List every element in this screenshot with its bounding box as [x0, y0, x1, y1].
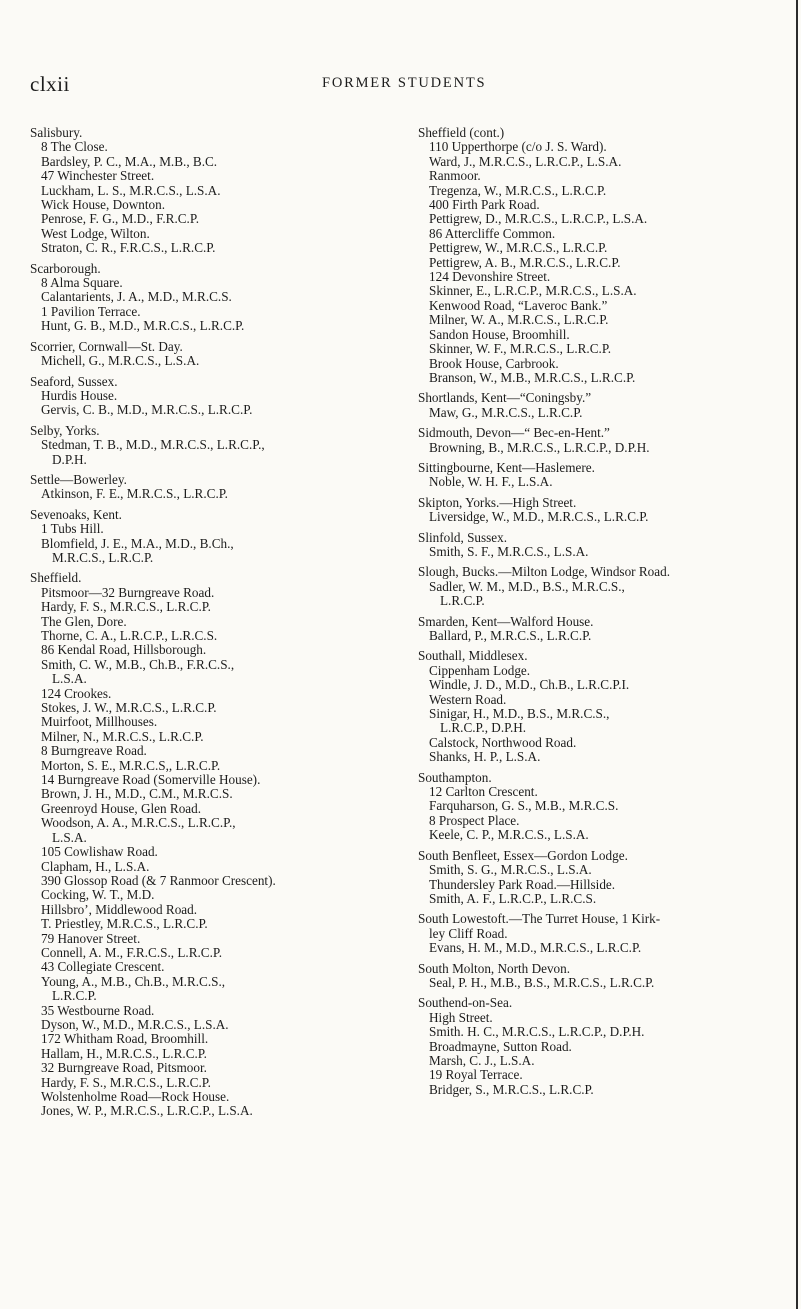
entry-line: Marsh, C. J., L.S.A.	[429, 1052, 535, 1068]
entry-line: Smith, C. W., M.B., Ch.B., F.R.C.S.,	[41, 656, 235, 672]
place-heading: Sheffield (cont.)	[418, 125, 505, 140]
entry-line: 12 Carlton Crescent.	[429, 784, 538, 800]
place-heading: Sittingbourne, Kent—Haslemere.	[418, 459, 595, 475]
entry-line: 400 Firth Park Road.	[429, 197, 540, 213]
entry-line: 14 Burngreave Road (Somerville House).	[41, 772, 261, 788]
entry-line: Milner, N., M.R.C.S., L.R.C.P.	[41, 728, 204, 744]
entry-line: High Street.	[429, 1009, 493, 1025]
entry-line: Liversidge, W., M.D., M.R.C.S., L.R.C.P.	[429, 509, 649, 525]
entry-line: Hardy, F. S., M.R.C.S., L.R.C.P.	[41, 599, 211, 615]
entry-line: 105 Cowlishaw Road.	[41, 844, 158, 860]
place-heading: Southall, Middlesex.	[418, 648, 528, 664]
entry-line: 8 Prospect Place.	[429, 812, 520, 828]
entry-line: Jones, W. P., M.R.C.S., L.R.C.P., L.S.A.	[41, 1103, 253, 1119]
place-heading: Slinfold, Sussex.	[418, 529, 508, 545]
entry-line: Wick House, Downton.	[41, 197, 165, 213]
entry-line: Shanks, H. P., L.S.A.	[429, 749, 541, 765]
entry-line: 8 Alma Square.	[41, 275, 123, 291]
entry-line: Stedman, T. B., M.D., M.R.C.S., L.R.C.P.,	[41, 437, 265, 453]
entry-line: Morton, S. E., M.R.C.S,, L.R.C.P.	[41, 757, 221, 773]
entry-line: Western Road.	[429, 691, 507, 707]
entry-line: 8 The Close.	[41, 139, 108, 155]
entry-line: Skinner, W. F., M.R.C.S., L.R.C.P.	[429, 341, 611, 357]
entry-line: Blomfield, J. E., M.A., M.D., B.Ch.,	[41, 535, 234, 551]
entry-line: Broadmayne, Sutton Road.	[429, 1038, 572, 1054]
place-heading: South Benfleet, Essex—Gordon Lodge.	[418, 847, 628, 863]
entry-line: Muirfoot, Millhouses.	[41, 714, 158, 730]
entry-line: 86 Kendal Road, Hillsborough.	[41, 642, 207, 658]
page-header	[0, 72, 801, 102]
entry-line: Pettigrew, A. B., M.R.C.S., L.R.C.P.	[429, 254, 621, 270]
place-heading: Seaford, Sussex.	[30, 373, 118, 389]
entry-line: Cippenham Lodge.	[429, 662, 531, 678]
entry-line: Luckham, L. S., M.R.C.S., L.S.A.	[41, 182, 221, 198]
entry-line: L.R.C.P.	[440, 593, 485, 609]
place-heading: Sidmouth, Devon—“ Bec-en-Hent.”	[418, 425, 610, 441]
entry-line: Kenwood Road, “Laveroc Bank.”	[429, 297, 608, 313]
entry-line: Sadler, W. M., M.D., B.S., M.R.C.S.,	[429, 578, 625, 594]
place-heading: Smarden, Kent—Walford House.	[418, 613, 594, 629]
entry-line: Milner, W. A., M.R.C.S., L.R.C.P.	[429, 312, 609, 328]
entry-line: 43 Collegiate Crescent.	[41, 959, 165, 975]
entry-line: Cocking, W. T., M.D.	[41, 887, 155, 903]
entry-line: Branson, W., M.B., M.R.C.S., L.R.C.P.	[429, 369, 636, 385]
entry-line: Bridger, S., M.R.C.S., L.R.C.P.	[429, 1081, 594, 1097]
entry-line: Bardsley, P. C., M.A., M.B., B.C.	[41, 153, 218, 169]
entry-line: Stokes, J. W., M.R.C.S., L.R.C.P.	[41, 700, 217, 716]
place-heading: Settle—Bowerley.	[30, 471, 127, 487]
place-heading: South Lowestoft.—The Turret House, 1 Kirk-	[418, 911, 661, 927]
place-heading: Shortlands, Kent—“Coningsby.”	[418, 390, 592, 406]
place-heading: Sevenoaks, Kent.	[30, 506, 122, 522]
entry-line: Sandon House, Broomhill.	[429, 326, 570, 342]
entry-line: Hallam, H., M.R.C.S., L.R.C.P.	[41, 1045, 207, 1061]
entry-line: Pettigrew, W., M.R.C.S., L.R.C.P.	[429, 240, 608, 256]
entry-line: 390 Glossop Road (& 7 Ranmoor Crescent).	[41, 872, 276, 888]
entry-line: The Glen, Dore.	[41, 613, 127, 629]
entry-line: L.R.C.P.	[52, 988, 97, 1004]
entry-line: 35 Westbourne Road.	[41, 1002, 155, 1018]
entry-line: Brown, J. H., M.D., C.M., M.R.C.S.	[41, 786, 233, 802]
place-heading: Skipton, Yorks.—High Street.	[418, 494, 577, 510]
entry-line: Penrose, F. G., M.D., F.R.C.P.	[41, 211, 199, 227]
entry-line: Farquharson, G. S., M.B., M.R.C.S.	[429, 798, 619, 814]
entry-line: 124 Crookes.	[41, 685, 112, 701]
entry-line: L.S.A.	[52, 671, 87, 687]
entry-line: Brook House, Carbrook.	[429, 355, 559, 371]
entry-line: Noble, W. H. F., L.S.A.	[429, 474, 553, 490]
entry-line: M.R.C.S., L.R.C.P.	[52, 549, 154, 565]
entry-line: Hillsbro’, Middlewood Road.	[41, 901, 198, 917]
entry-line: Michell, G., M.R.C.S., L.S.A.	[41, 353, 200, 369]
entry-line: Young, A., M.B., Ch.B., M.R.C.S.,	[41, 973, 226, 989]
entry-line: Atkinson, F. E., M.R.C.S., L.R.C.P.	[41, 486, 228, 502]
entry-line: Straton, C. R., F.R.C.S., L.R.C.P.	[41, 240, 216, 256]
entry-line: Calantarients, J. A., M.D., M.R.C.S.	[41, 289, 232, 305]
entry-line: 19 Royal Terrace.	[429, 1067, 523, 1083]
entry-line: Hurdis House.	[41, 387, 118, 403]
entry-line: Ranmoor.	[429, 168, 481, 184]
entry-line: Calstock, Northwood Road.	[429, 734, 577, 750]
entry-line: Smith. H. C., M.R.C.S., L.R.C.P., D.P.H.	[429, 1024, 645, 1040]
entry-line: Thorne, C. A., L.R.C.P., L.R.C.S.	[41, 628, 218, 643]
entry-line: 172 Whitham Road, Broomhill.	[41, 1031, 209, 1047]
entry-line: Woodson, A. A., M.R.C.S., L.R.C.P.,	[41, 815, 236, 831]
entry-line: Windle, J. D., M.D., Ch.B., L.R.C.P.I.	[429, 677, 630, 693]
place-heading: Scarborough.	[30, 260, 101, 276]
entry-line: L.S.A.	[52, 829, 87, 845]
entry-line: Ward, J., M.R.C.S., L.R.C.P., L.S.A.	[429, 153, 622, 169]
entry-line: Seal, P. H., M.B., B.S., M.R.C.S., L.R.C.P.	[429, 974, 655, 990]
place-heading: Scorrier, Cornwall—St. Day.	[30, 338, 183, 354]
entry-line: Hardy, F. S., M.R.C.S., L.R.C.P.	[41, 1074, 211, 1090]
entry-line: Skinner, E., L.R.C.P., M.R.C.S., L.S.A.	[429, 283, 637, 299]
entry-line: Thundersley Park Road.—Hillside.	[429, 876, 616, 892]
place-heading: Slough, Bucks.—Milton Lodge, Windsor Road.	[418, 564, 670, 580]
place-heading: South Molton, North Devon.	[418, 960, 571, 976]
entry-line: Dyson, W., M.D., M.R.C.S., L.S.A.	[41, 1016, 229, 1032]
place-heading: Selby, Yorks.	[30, 422, 100, 438]
page-edge-line	[796, 0, 798, 1309]
entry-line: T. Priestley, M.R.C.S., L.R.C.P.	[41, 916, 208, 932]
entry-line: Smith, A. F., L.R.C.P., L.R.C.S.	[429, 890, 597, 906]
entry-line: Greenroyd House, Glen Road.	[41, 800, 202, 816]
entry-line: Keele, C. P., M.R.C.S., L.S.A.	[429, 827, 589, 843]
entry-line: West Lodge, Wilton.	[41, 225, 150, 241]
entry-line: 47 Winchester Street.	[41, 168, 155, 184]
left-column	[30, 126, 402, 1119]
entry-line: Tregenza, W., M.R.C.S., L.R.C.P.	[429, 182, 607, 198]
entry-line: 124 Devonshire Street.	[429, 269, 551, 285]
place-heading: Southend-on-Sea.	[418, 995, 513, 1011]
entry-line: Gervis, C. B., M.D., M.R.C.S., L.R.C.P.	[41, 402, 253, 418]
right-column	[418, 126, 793, 1097]
entry-line: ley Cliff Road.	[429, 925, 508, 941]
place-heading: Sheffield.	[30, 570, 82, 586]
entry-line: D.P.H.	[52, 451, 87, 467]
entry-line: 32 Burngreave Road, Pitsmoor.	[41, 1060, 207, 1076]
entry-line: L.R.C.P., D.P.H.	[440, 720, 527, 736]
entry-line: 110 Upperthorpe (c/o J. S. Ward).	[429, 139, 607, 155]
entry-line: 79 Hanover Street.	[41, 930, 141, 946]
entry-line: Hunt, G. B., M.D., M.R.C.S., L.R.C.P.	[41, 318, 245, 334]
entry-line: Evans, H. M., M.D., M.R.C.S., L.R.C.P.	[429, 940, 642, 956]
entry-line: Clapham, H., L.S.A.	[41, 858, 150, 874]
entry-line: Smith, S. G., M.R.C.S., L.S.A.	[429, 862, 592, 878]
page-number: clxii	[30, 72, 70, 96]
place-heading: Salisbury.	[30, 125, 83, 140]
entry-line: Sinigar, H., M.D., B.S., M.R.C.S.,	[429, 706, 610, 722]
entry-line: Ballard, P., M.R.C.S., L.R.C.P.	[429, 628, 592, 643]
entry-line: Connell, A. M., F.R.C.S., L.R.C.P.	[41, 944, 223, 960]
entry-line: Pitsmoor—32 Burngreave Road.	[41, 584, 215, 600]
entry-line: Smith, S. F., M.R.C.S., L.S.A.	[429, 543, 589, 559]
entry-line: 1 Pavilion Terrace.	[41, 303, 141, 319]
running-head: FORMER STUDENTS	[322, 75, 487, 91]
entry-line: Maw, G., M.R.C.S., L.R.C.P.	[429, 404, 583, 420]
entry-line: 1 Tubs Hill.	[41, 521, 104, 537]
place-heading: Southampton.	[418, 769, 492, 785]
entry-line: 86 Attercliffe Common.	[429, 225, 556, 241]
entry-line: 8 Burngreave Road.	[41, 743, 147, 759]
entry-line: Wolstenholme Road—Rock House.	[41, 1089, 230, 1104]
entry-line: Pettigrew, D., M.R.C.S., L.R.C.P., L.S.A.	[429, 211, 648, 227]
entry-line: Browning, B., M.R.C.S., L.R.C.P., D.P.H.	[429, 439, 650, 455]
